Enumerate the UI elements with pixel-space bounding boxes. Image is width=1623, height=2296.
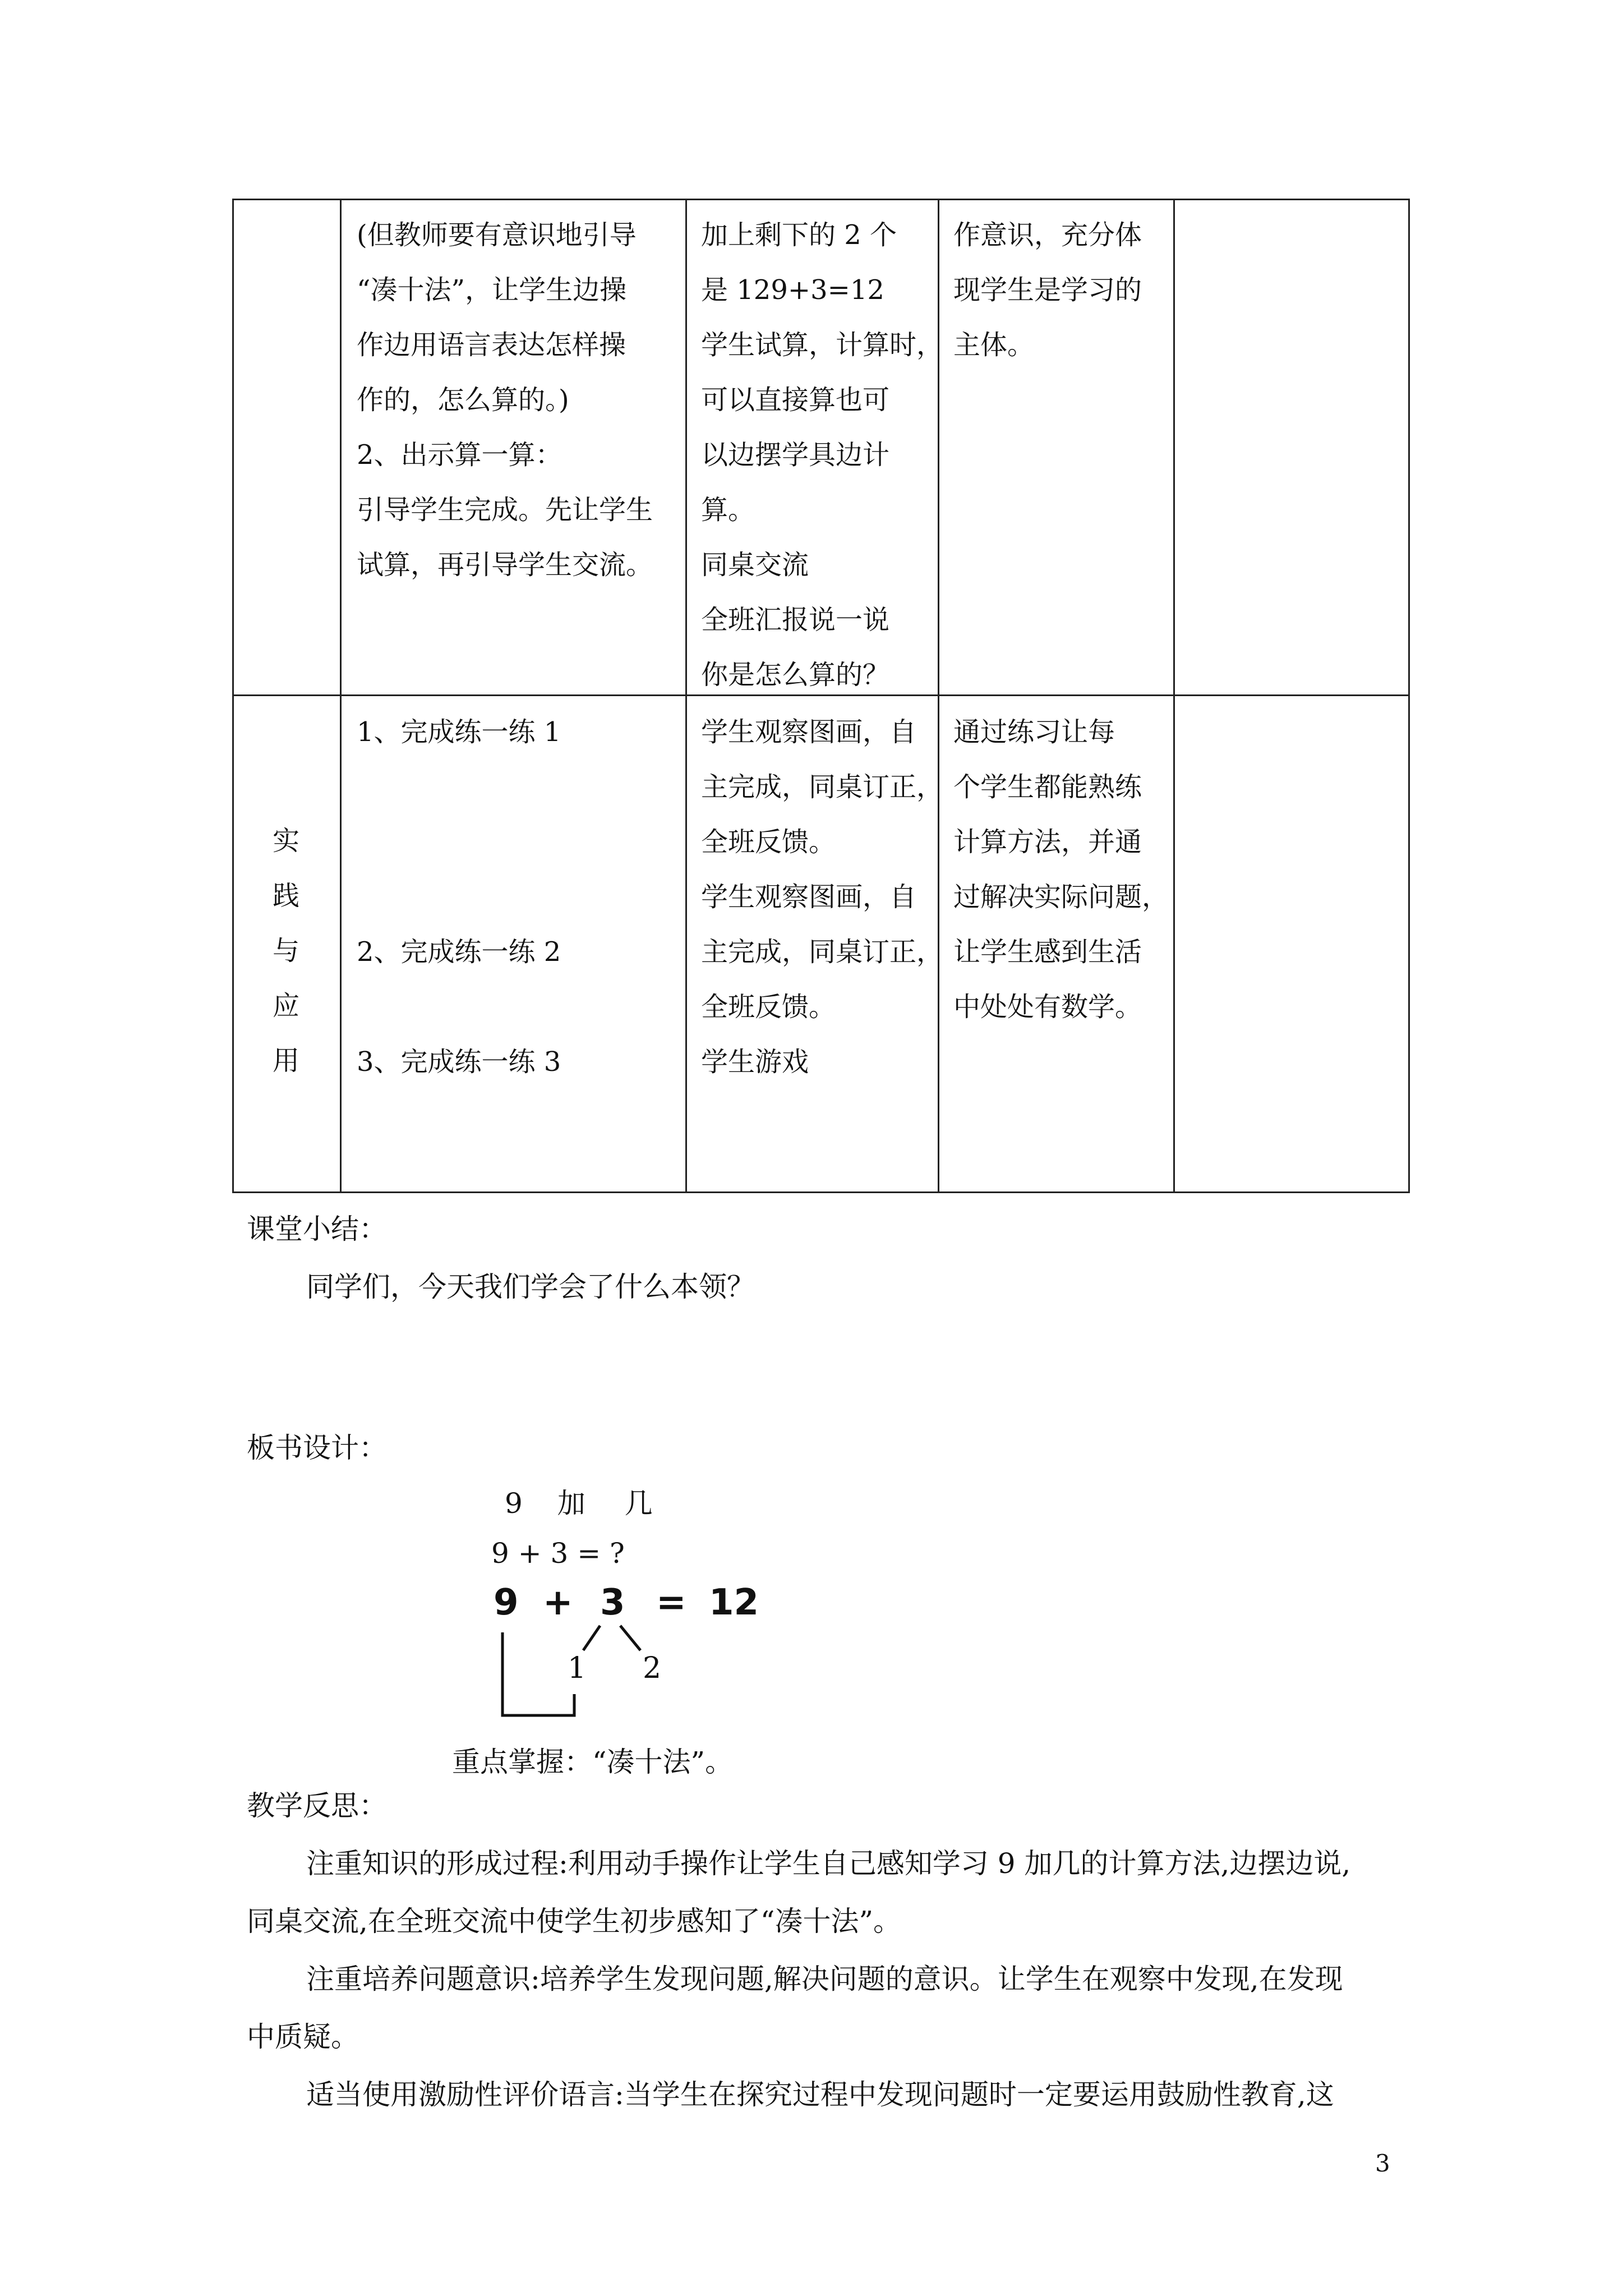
cell-line: 学生试算，计算时， xyxy=(701,329,944,361)
table-col-line xyxy=(1173,199,1175,1193)
reflection-line: 注重知识的形成过程:利用动手操作让学生自己感知学习 9 加几的计算方法,边摆边说, xyxy=(306,1847,1351,1880)
make-ten-bracket xyxy=(502,1632,574,1715)
reflection-line: 中质疑。 xyxy=(247,2021,359,2053)
stage-char: 实 xyxy=(272,825,299,857)
equation-plus: + xyxy=(543,1582,573,1623)
cell-line: “凑十法”，让学生边操 xyxy=(357,274,627,306)
split-part-1: 1 xyxy=(568,1651,587,1685)
board-heading: 板书设计： xyxy=(247,1432,387,1464)
stage-char: 与 xyxy=(272,935,299,967)
split-branch-right xyxy=(620,1626,640,1650)
board-title-num: 9 xyxy=(505,1487,523,1520)
row1-teacher-cell xyxy=(357,208,653,592)
row2-teacher-item3: 3、完成练一练 3 xyxy=(357,1046,561,1078)
cell-line: 全班反馈。 xyxy=(701,991,836,1023)
table-col-line xyxy=(232,199,234,1193)
row2-teacher-item1: 1、完成练一练 1 xyxy=(357,716,561,748)
cell-line: 2、出示算一算： xyxy=(357,439,562,471)
cell-line: 让学生感到生活 xyxy=(953,936,1142,968)
cell-line: 中处处有数学。 xyxy=(953,991,1142,1023)
equation-result: 12 xyxy=(709,1582,759,1623)
cell-line: 学生观察图画，自 xyxy=(701,716,917,748)
summary-text: 同学们，今天我们学会了什么本领？ xyxy=(306,1271,755,1303)
split-branch-left xyxy=(583,1626,600,1650)
cell-line: 现学生是学习的 xyxy=(953,274,1142,306)
cell-line: 试算，再引导学生交流。 xyxy=(357,549,653,581)
split-part-2: 2 xyxy=(643,1651,662,1685)
cell-line: 作边用语言表达怎样操 xyxy=(357,329,626,361)
cell-line: 可以直接算也可 xyxy=(701,384,890,416)
reflection-line: 适当使用激励性评价语言:当学生在探究过程中发现问题时一定要运用鼓励性教育,这 xyxy=(306,2078,1334,2111)
reflection-line: 注重培养问题意识:培养学生发现问题,解决问题的意识。让学生在观察中发现,在发现 xyxy=(306,1963,1343,1995)
equation-addend-b: 3 xyxy=(600,1582,625,1623)
table-bottom-border xyxy=(232,1191,1410,1193)
key-point: 重点掌握：“凑十法”。 xyxy=(452,1746,734,1778)
cell-line: 学生游戏 xyxy=(701,1046,809,1078)
cell-line: 全班汇报说一说 xyxy=(701,604,890,636)
cell-line: 主体。 xyxy=(953,329,1035,361)
row1-intent-cell xyxy=(953,208,1142,372)
page-number: 3 xyxy=(1375,2150,1390,2177)
cell-line: 计算方法，并通 xyxy=(953,826,1142,858)
cell-line: 个学生都能熟练 xyxy=(953,771,1142,803)
table-col-line xyxy=(1408,199,1410,1193)
cell-line: 作的，怎么算的。) xyxy=(357,384,569,416)
table-col-line xyxy=(340,199,342,1193)
row2-student-cell xyxy=(701,705,943,1089)
cell-line: 过解决实际问题， xyxy=(953,881,1169,913)
table-col-line xyxy=(685,199,687,1193)
cell-line: 算。 xyxy=(701,494,755,526)
cell-line: 同桌交流 xyxy=(701,549,809,581)
stage-char: 应 xyxy=(272,990,299,1022)
row2-stage-cell xyxy=(271,813,301,1088)
row2-intent-cell xyxy=(953,705,1169,1034)
cell-line: 全班反馈。 xyxy=(701,826,836,858)
cell-line: 引导学生完成。先让学生 xyxy=(357,494,653,526)
equation-equals: = xyxy=(656,1582,686,1623)
cell-line: 是 129+3=12 xyxy=(701,274,884,306)
row2-teacher-item2: 2、完成练一练 2 xyxy=(357,936,561,968)
table-top-border xyxy=(232,199,1410,200)
cell-line: 你是怎么算的？ xyxy=(701,659,890,691)
cell-line: 主完成，同桌订正， xyxy=(701,771,944,803)
cell-line: 作意识，充分体 xyxy=(953,219,1142,251)
cell-line: (但教师要有意识地引导 xyxy=(357,219,637,251)
stage-char: 践 xyxy=(272,880,299,912)
board-title xyxy=(505,1481,653,1521)
board-title-word: 加 xyxy=(557,1487,585,1520)
board-question: 9 + 3 = ? xyxy=(491,1537,625,1570)
board-title-word: 几 xyxy=(624,1487,653,1520)
cell-line: 以边摆学具边计 xyxy=(701,439,890,471)
row1-student-cell xyxy=(701,208,943,702)
summary-heading: 课堂小结： xyxy=(247,1213,387,1245)
equation-addend-a: 9 xyxy=(494,1582,519,1623)
stage-char: 用 xyxy=(272,1045,299,1076)
cell-line: 加上剩下的 2 个 xyxy=(701,219,897,251)
cell-line: 主完成，同桌订正， xyxy=(701,936,944,968)
reflection-heading: 教学反思： xyxy=(247,1789,387,1822)
cell-line: 通过练习让每 xyxy=(953,716,1115,748)
reflection-line: 同桌交流,在全班交流中使学生初步感知了“凑十法”。 xyxy=(247,1905,902,1938)
cell-line: 学生观察图画，自 xyxy=(701,881,917,913)
